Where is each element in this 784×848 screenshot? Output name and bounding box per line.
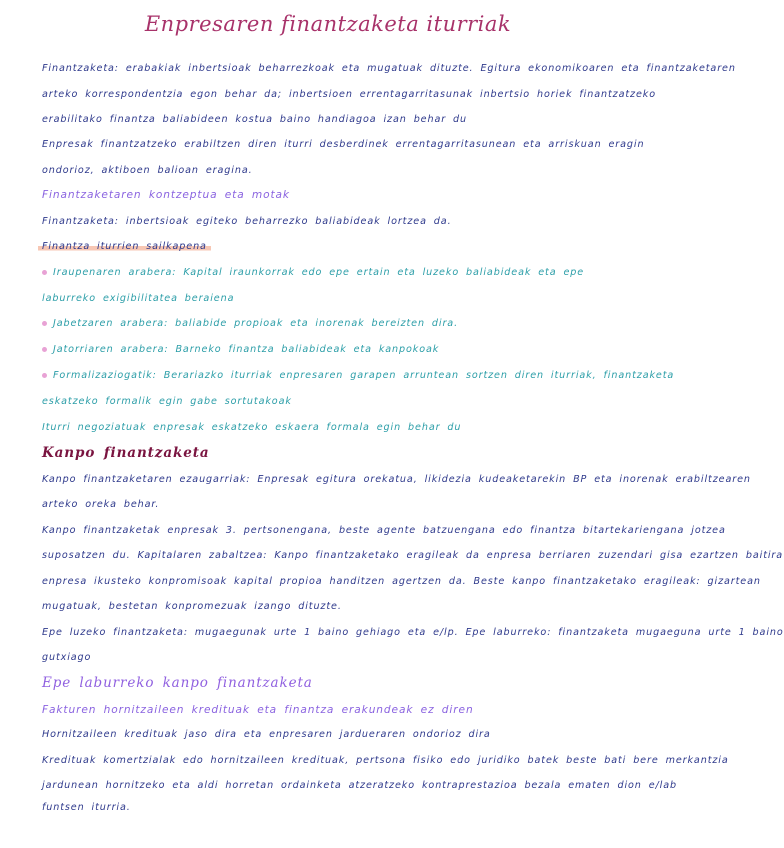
- bullet-dot: [42, 347, 47, 352]
- text-line: Enpresak finantzatzeko erabiltzen diren iturri desberdinek errentagarritasunean eta arriskuan eragin: [42, 139, 645, 150]
- text-line: laburreko exigibilitatea beraiena: [42, 293, 235, 304]
- text-line: Kredituak komertzialak edo hornitzaileen kredituak, pertsona fisiko edo juridiko batek beste bati bere merkantzia: [42, 755, 729, 766]
- text-line: ondorioz, aktiboen balioan eragina.: [42, 165, 253, 176]
- subheading: Finantzaketaren kontzeptua eta motak: [42, 189, 290, 201]
- text-line: Epe luzeko finantzaketa: mugaegunak urte 1 baino gehiago eta e/lp. Epe laburreko: finantzaketa mugaeguna urte 1 baino: [42, 627, 784, 638]
- text-line: arteko oreka behar.: [42, 499, 160, 510]
- subheading: Fakturen hornitzaileen kredituak eta finantza erakundeak ez diren: [42, 704, 474, 716]
- bullet-line: [42, 343, 632, 357]
- text-line: Hornitzaileen kredituak jaso dira eta enpresaren jardueraren ondorioz dira: [42, 729, 491, 740]
- text-line: jardunean hornitzeko eta aldi horretan ordainketa atzeratzeko kontraprestazioa bezala ematen dion e/lab: [42, 780, 677, 791]
- text-line: enpresa ikusteko konpromisoak kapital propioa handitzen agertzen da. Beste kanpo finantzaketako eragileak: gizartean: [42, 576, 761, 587]
- bullet-line: [42, 266, 632, 280]
- bullet-line: [42, 369, 675, 383]
- section-heading: Kanpo finantzaketa: [42, 445, 210, 461]
- bullet-dot: [42, 270, 47, 275]
- text-line: gutxiago: [42, 652, 92, 663]
- bullet-text: Jabetzaren arabera: baliabide propioak eta inorenak bereizten dira.: [53, 318, 459, 329]
- bullet-text: Iraupenaren arabera: Kapital iraunkorrak edo epe ertain eta luzeko baliabideak eta epe: [53, 267, 585, 278]
- highlight-mark: Finantza iturrien sailkapena: [38, 241, 211, 252]
- text-line: funtsen iturria.: [42, 802, 131, 813]
- bullet-dot: [42, 373, 47, 378]
- page-title: Enpresaren finantzaketa iturriak: [144, 12, 512, 36]
- text-line: Finantzaketa: erabakiak inbertsioak beharrezkoak eta mugatuak dituzte. Egitura ekonomikoaren eta finantzaketaren: [42, 63, 736, 74]
- text-line: arteko korrespondentzia egon behar da; inbertsioen errentagarritasunak inbertsio horiek finantzatzeko: [42, 89, 656, 100]
- text-line: Kanpo finantzaketak enpresak 3. pertsonengana, beste agente batzuengana edo finantza bitartekariengana jotzea: [42, 525, 726, 536]
- text-line: eskatzeko formalik egin gabe sortutakoak: [42, 396, 292, 407]
- text-line: Iturri negoziatuak enpresak eskatzeko eskaera formala egin behar du: [42, 422, 462, 433]
- bullet-text: Jatorriaren arabera: Barneko finantza baliabideak eta kanpokoak: [53, 344, 440, 355]
- text-line: suposatzen du. Kapitalaren zabaltzea: Kanpo finantzaketako eragileak da enpresa berriaren zuzendari gisa ezartzen baitira: [42, 550, 784, 561]
- bullet-line: [42, 317, 632, 331]
- text-line: Kanpo finantzaketaren ezaugarriak: Enpresak egitura orekatua, likidezia kudeaketarekin BP eta inorenak erabiltzearen: [42, 474, 751, 485]
- text-line: erabilitako finantza baliabideen kostua baino handiagoa izan behar du: [42, 114, 468, 125]
- text-line: mugatuak, bestetan konpromezuak izango dituzte.: [42, 601, 342, 612]
- text-line: Finantzaketa: inbertsioak egiteko beharrezko baliabideak lortzea da.: [42, 216, 452, 227]
- bullet-text: Formalizaziogatik: Berariazko iturriak enpresaren garapen arruntean sortzen diren iturriak, finantzaketa: [53, 370, 675, 381]
- bullet-dot: [42, 321, 47, 326]
- highlighted-subheading: [42, 240, 632, 254]
- section-heading: Epe laburreko kanpo finantzaketa: [42, 675, 313, 691]
